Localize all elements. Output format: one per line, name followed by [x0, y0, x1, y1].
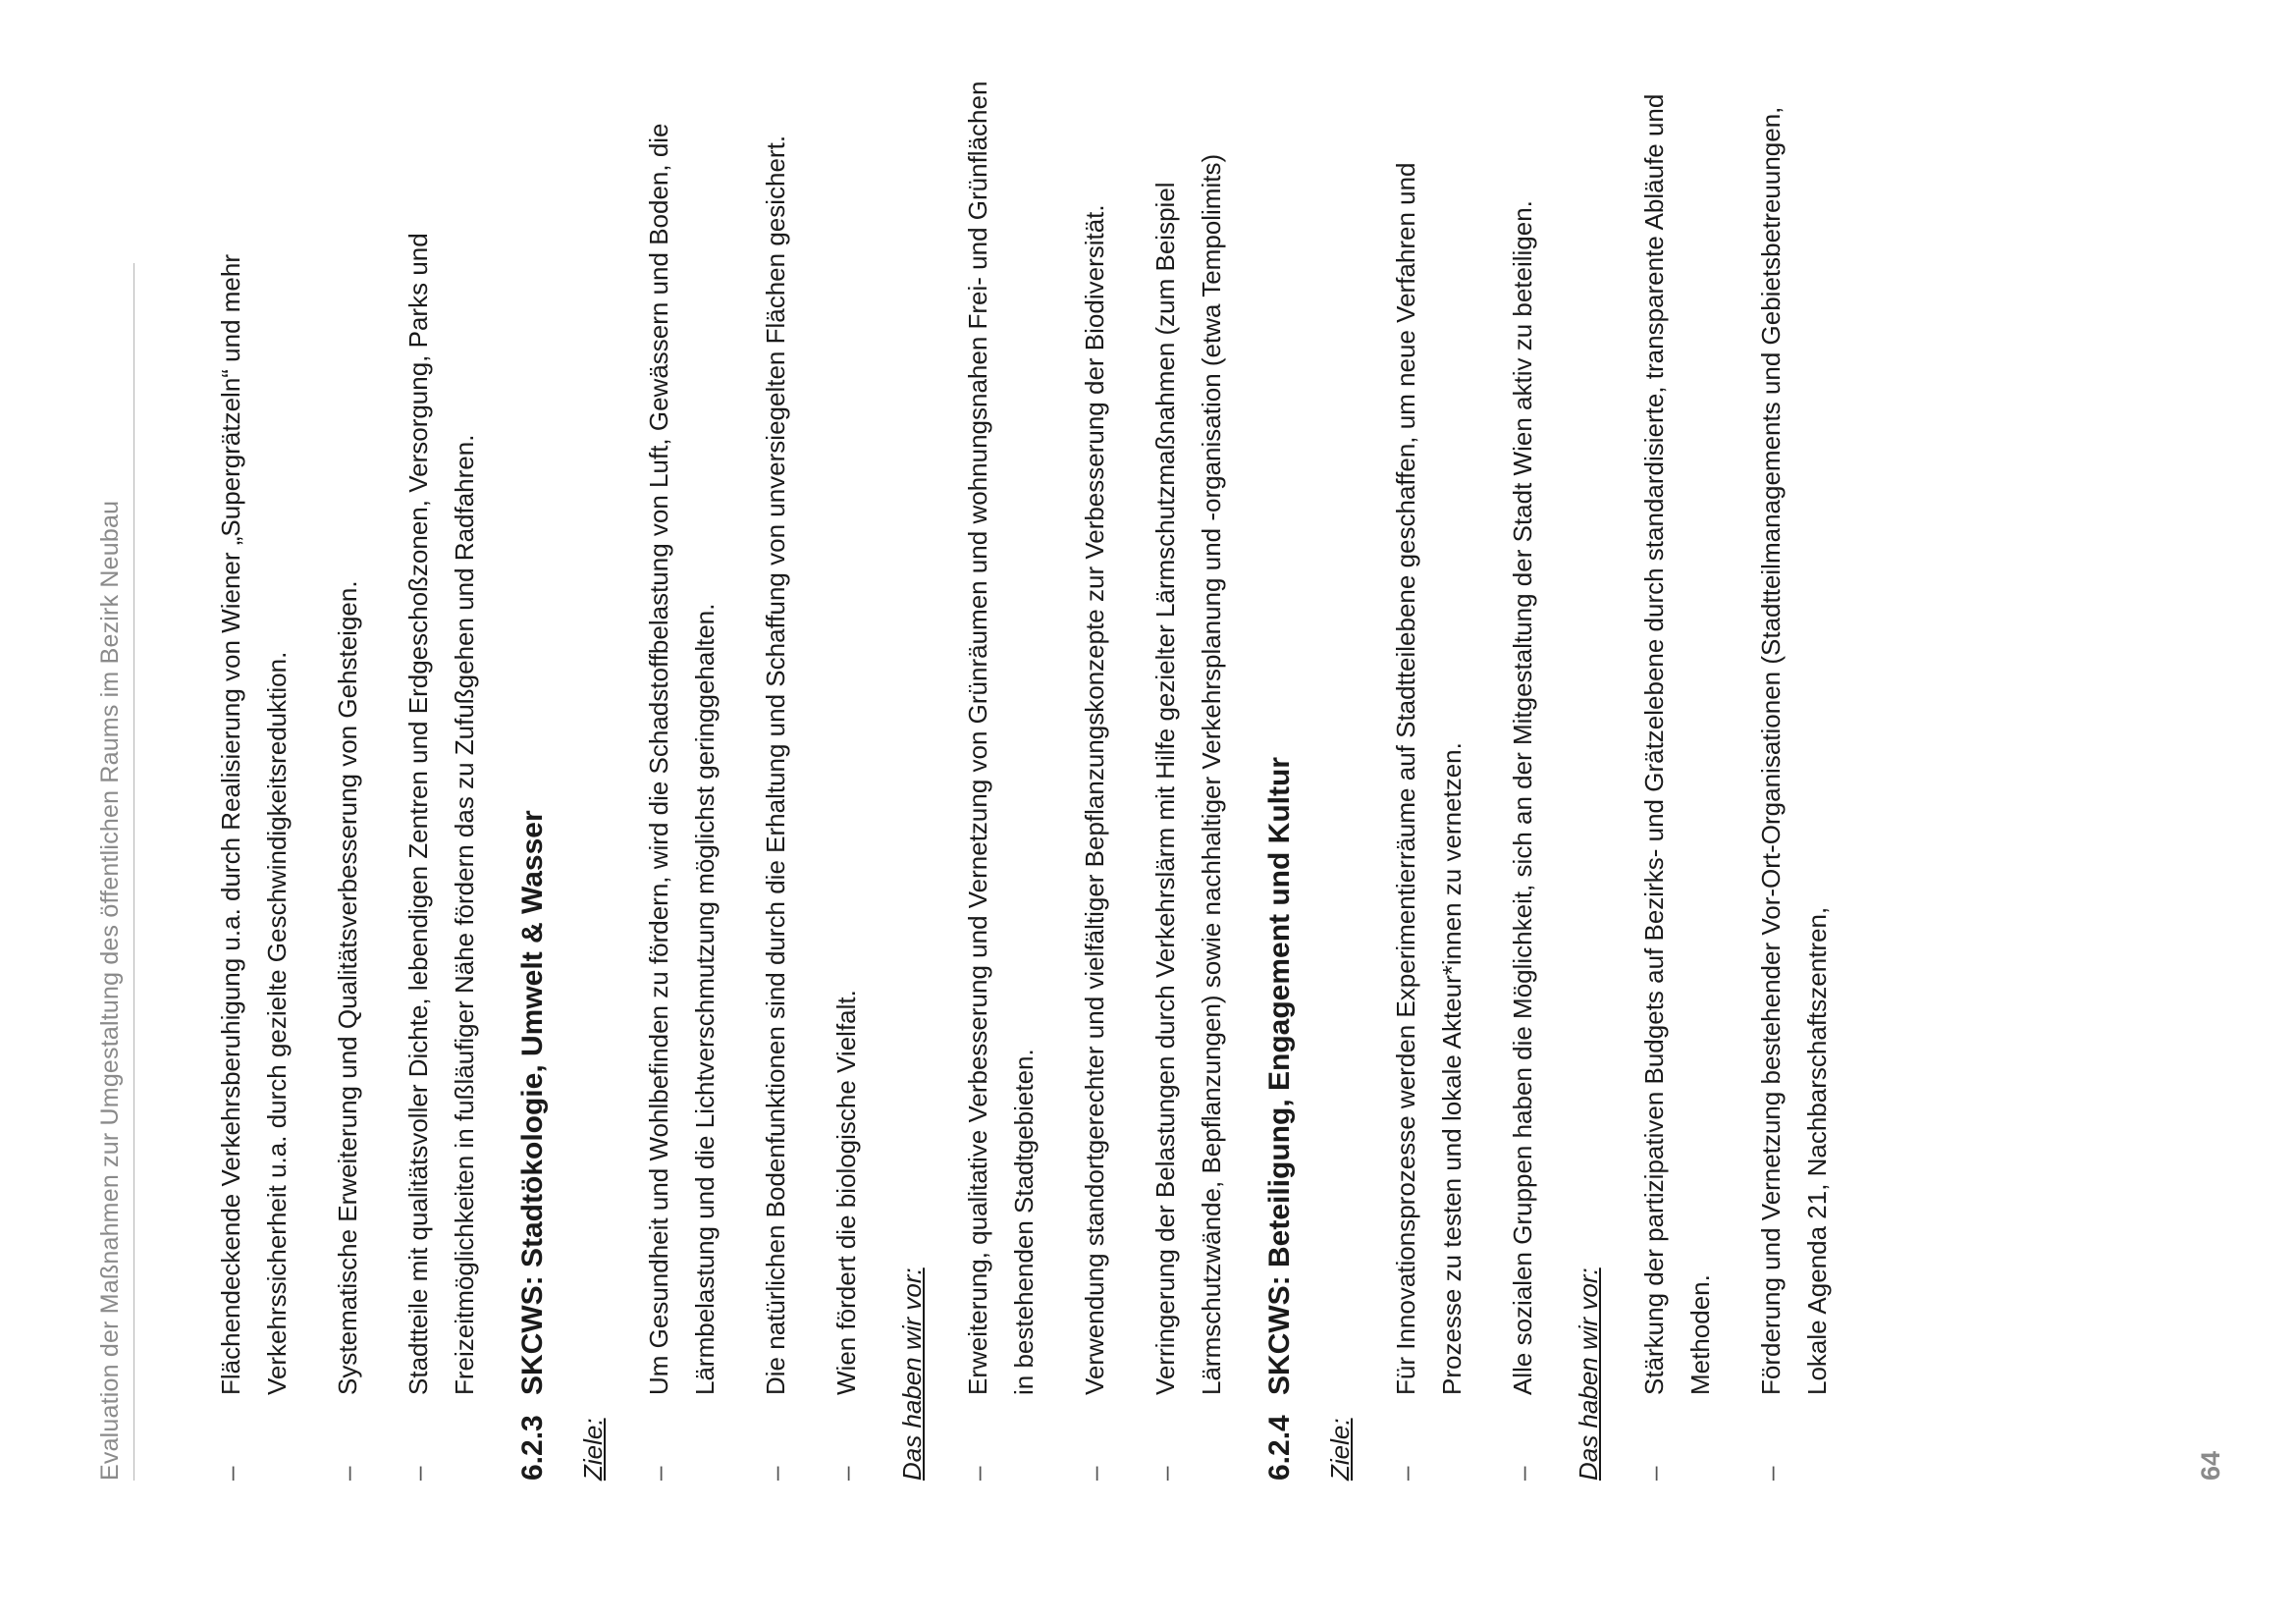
- list-item: [325, 57, 371, 1481]
- bullet-dash: –: [1756, 1466, 1786, 1481]
- list-item-text: Erweiterung, qualitative Verbesserung und Vernetzung von Grünräumen und wohnungsnahen Frei- und Grünflächen in bestehenden Stadtgebieten.: [963, 81, 1039, 1395]
- list-item-text: Flächendeckende Verkehrsberuhigung u.a. durch Realisierung von Wiener „Supergrätzeln“ und mehr Verkehrssicherheit u.a. durch gezielte Geschwindigkeitsreduktion.: [216, 253, 292, 1395]
- list-item: [1631, 57, 1724, 1481]
- header-divider: [133, 263, 134, 1481]
- plans-label: Das haben wir vor:: [1574, 1267, 1603, 1481]
- bullet-dash: –: [1639, 1466, 1669, 1481]
- running-header: Evaluation der Maßnahmen zur Umgestaltung des öffentlichen Raums im Bezirk Neubau: [96, 500, 124, 1481]
- list-item-text: Verringerung der Belastungen durch Verkehrslärm mit Hilfe gezielter Lärmschutzmaßnahmen (zum Beispiel Lärmschutzwände, Bepflanzungen) sowie nachhaltiger Verkehrsplanung und -organisation (etwa Tempolimits): [1150, 153, 1226, 1395]
- section-number: 6.2.4: [1263, 1415, 1296, 1481]
- intro-bullet-list: [208, 57, 488, 1481]
- list-item: [1500, 57, 1546, 1481]
- list-item: [1072, 57, 1118, 1481]
- list-item: [208, 57, 300, 1481]
- section-title: SKCWS: Beteiligung, Engagement und Kultur: [1263, 757, 1296, 1395]
- list-item: [753, 57, 799, 1481]
- list-item-text: Für Innovationsprozesse werden Experimentierräume auf Stadtteilebene geschaffen, um neue Verfahren und Prozesse zu testen und lokale Akteur*innen zu vernetzen.: [1391, 162, 1467, 1395]
- bullet-dash: –: [1150, 1466, 1180, 1481]
- plans-label: Das haben wir vor:: [897, 1267, 927, 1481]
- section-title: SKCWS: Stadtökologie, Umwelt & Wasser: [516, 810, 549, 1395]
- goals-label: Ziele:: [1325, 1418, 1355, 1481]
- list-item: [1143, 57, 1235, 1481]
- bullet-dash: –: [333, 1466, 362, 1481]
- list-item-text: Wien fördert die biologische Vielfalt.: [831, 990, 861, 1395]
- goals-list: [1383, 57, 1546, 1481]
- section-number: 6.2.3: [516, 1415, 549, 1481]
- page-number: 64: [2196, 1450, 2225, 1481]
- bullet-dash: –: [831, 1466, 861, 1481]
- page-content: [208, 57, 1865, 1481]
- list-item: [1748, 57, 1841, 1481]
- list-item-text: Verwendung standortgerechter und vielfältiger Bepflanzungskonzepte zur Verbesserung der Biodiversität.: [1080, 204, 1109, 1395]
- bullet-dash: –: [216, 1466, 245, 1481]
- list-item-text: Alle sozialen Gruppen haben die Möglichkeit, sich an der Mitgestaltung der Stadt Wien aktiv zu beteiligen.: [1508, 200, 1537, 1395]
- list-item-text: Um Gesundheit und Wohlbefinden zu fördern, wird die Schadstoffbelastung von Luft, Gewässern und Boden, die Lärmbelastung und die Lichtverschmutzung möglichst geringgehalten.: [644, 123, 720, 1395]
- list-item-text: Förderung und Vernetzung bestehender Vor-Ort-Organisationen (Stadtteilmanagements und Gebietsbetreuungen, Lokale Agenda 21, Nachbarschaftszentren,: [1756, 106, 1832, 1395]
- plans-list: [1631, 57, 1841, 1481]
- list-item-text: Stadtteile mit qualitätsvoller Dichte, lebendigen Zentren und Erdgeschoßzonen, Versorgung, Parks und Freizeitmöglichkeiten in fußläufiger Nähe fördern das zu Zufußgehen und Radfahren.: [403, 233, 479, 1395]
- section-heading-6-2-4: [1259, 57, 1301, 1481]
- list-item-text: Systematische Erweiterung und Qualitätsverbesserung von Gehsteigen.: [333, 580, 362, 1395]
- goals-label: Ziele:: [578, 1418, 608, 1481]
- bullet-dash: –: [963, 1466, 992, 1481]
- list-item-text: Stärkung der partizipativen Budgets auf Bezirks- und Grätzelebene durch standardisierte, transparente Abläufe und Methoden.: [1639, 93, 1715, 1395]
- list-item: [824, 57, 870, 1481]
- bullet-dash: –: [403, 1466, 433, 1481]
- list-item: [636, 57, 728, 1481]
- bullet-dash: –: [1080, 1466, 1109, 1481]
- bullet-dash: –: [1391, 1466, 1420, 1481]
- plans-list: [955, 57, 1235, 1481]
- bullet-dash: –: [761, 1466, 790, 1481]
- goals-list: [636, 57, 870, 1481]
- bullet-dash: –: [644, 1466, 673, 1481]
- list-item-text: Die natürlichen Bodenfunktionen sind durch die Erhaltung und Schaffung von unversiegelten Flächen gesichert.: [761, 135, 790, 1395]
- bullet-dash: –: [1508, 1466, 1537, 1481]
- section-heading-6-2-3: [512, 57, 554, 1481]
- list-item: [955, 57, 1047, 1481]
- list-item: [396, 57, 488, 1481]
- list-item: [1383, 57, 1475, 1481]
